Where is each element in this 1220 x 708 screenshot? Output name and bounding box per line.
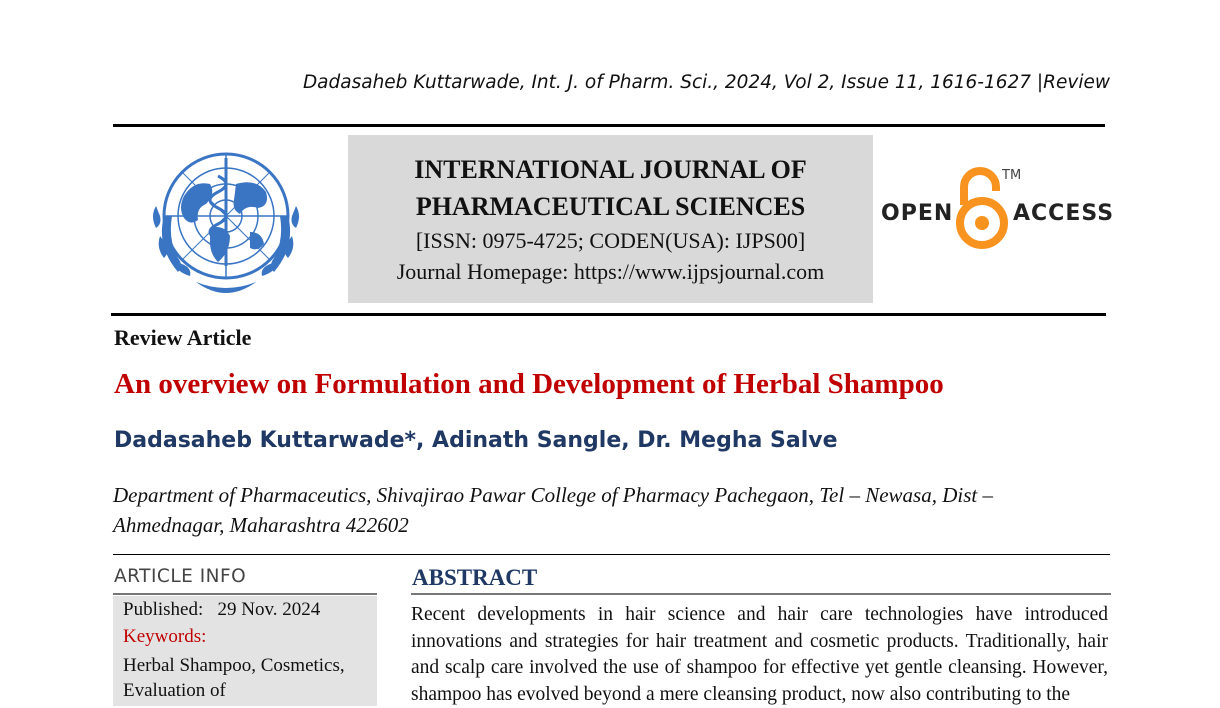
journal-homepage: Journal Homepage: https://www.ijpsjournal.com	[396, 259, 825, 284]
trademark-mark: TM	[1002, 168, 1022, 183]
article-info-heading: ARTICLE INFO	[114, 566, 247, 587]
header-top-rule	[113, 124, 1105, 127]
article-info-underline	[113, 593, 377, 595]
open-access-word-open: OPEN	[881, 201, 954, 226]
article-title: An overview on Formulation and Development of Herbal Shampoo	[114, 368, 944, 400]
author-list: Dadasaheb Kuttarwade*, Adinath Sangle, Dr. Megha Salve	[114, 428, 838, 453]
article-info-box	[113, 596, 377, 706]
open-access-word-access: ACCESS	[1013, 201, 1115, 226]
abstract-text: Recent developments in hair science and hair care technologies have introduced innovations and strategies for hair treatment and cosmetic products. Traditionally, hair and scalp care involved the use of shampoo for effective yet gentle cleansing. However, shampoo has evolved beyond a mere cleansing product, now also contributing to the	[411, 604, 1108, 705]
who-emblem-logo	[126, 136, 326, 306]
abstract-heading: ABSTRACT	[412, 565, 538, 590]
section-divider	[113, 554, 1110, 555]
header-bottom-rule	[111, 313, 1106, 316]
article-type: Review Article	[114, 325, 252, 350]
author-affiliation: Department of Pharmaceutics, Shivajirao Pawar College of Pharmacy Pachegaon, Tel – Newasa, Dist – Ahmednagar, Maharashtra 422602	[113, 483, 993, 537]
running-head: Dadasaheb Kuttarwade, Int. J. of Pharm. Sci., 2024, Vol 2, Issue 11, 1616-1627 |Review	[302, 72, 1110, 93]
journal-title: INTERNATIONAL JOURNAL OF PHARMACEUTICAL SCIENCES	[414, 155, 807, 221]
abstract-underline	[411, 593, 1111, 595]
published-date: Published: 29 Nov. 2024	[123, 599, 321, 620]
keywords-label: Keywords:	[123, 626, 207, 647]
journal-issn: [ISSN: 0975-4725; CODEN(USA): IJPS00]	[415, 228, 806, 253]
journal-masthead	[348, 135, 873, 303]
open-access-logo	[880, 165, 1115, 255]
keywords-list: Herbal Shampoo, Cosmetics, Evaluation of	[123, 655, 345, 701]
